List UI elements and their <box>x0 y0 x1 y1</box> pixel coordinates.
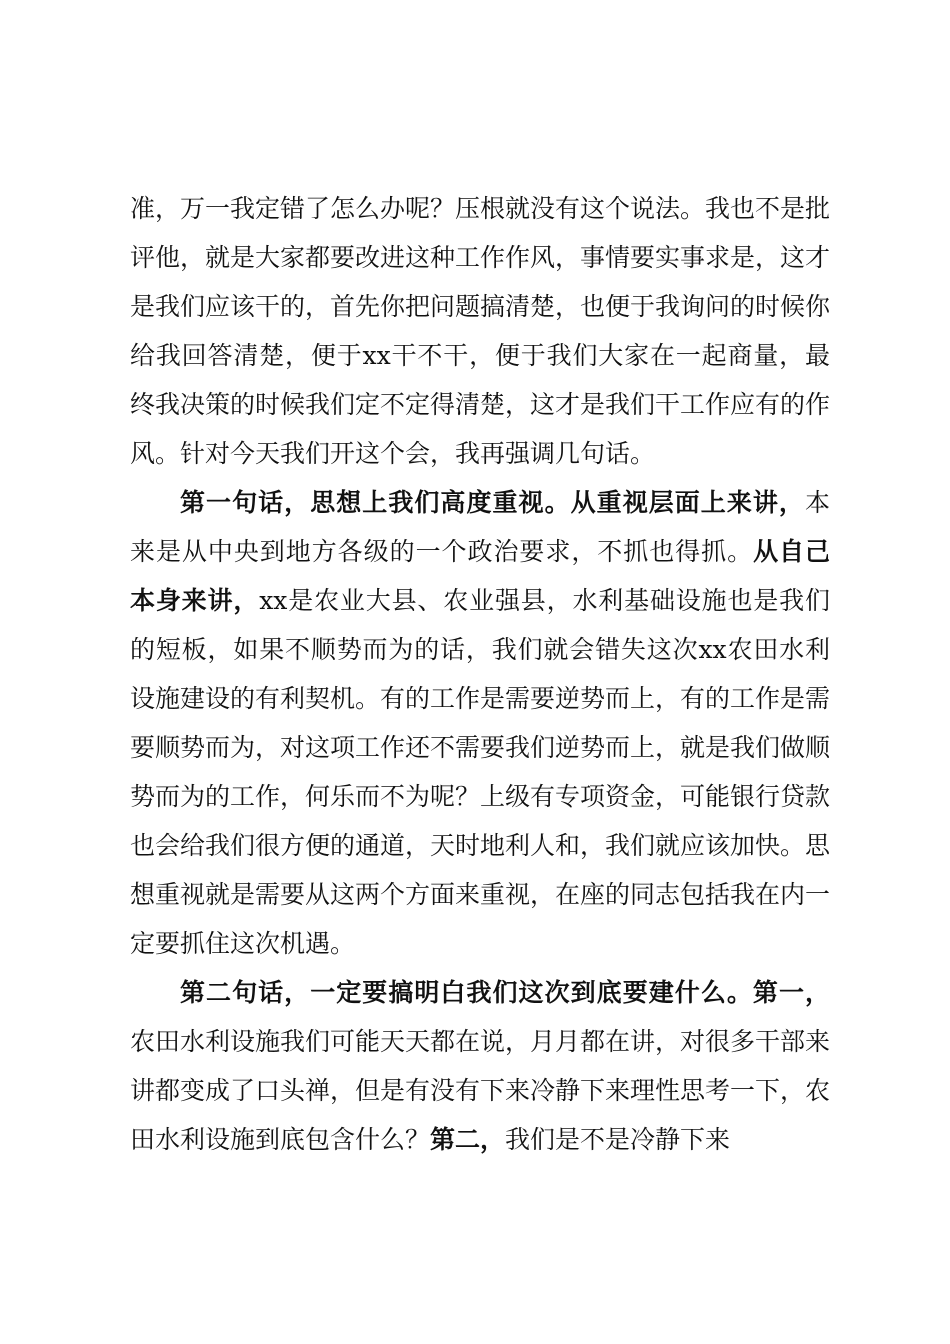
paragraph-1 <box>130 184 830 478</box>
paragraph-2-text: 本来是从中央到地方各级的一个政治要求，不抓也得抓。 <box>130 488 830 566</box>
paragraph-2-text-cont: xx是农业大县、农业强县，水利基础设施也是我们的短板，如果不顺势而为的话，我们就会错失这次xx农田水利设施建设的有利契机。有的工作是需要逆势而上，有的工作是需要顺势而为，对这项工作还不需要我们逆势而上，就是我们做顺势而为的工作，何乐而不为呢？上级有专项资金，可能银行贷款也会给我们很方便的通道，天时地利人和，我们就应该加快。思想重视就是需要从这两个方面来重视，在座的同志包括我在内一定要抓住这次机遇。 <box>130 586 831 958</box>
document-body <box>130 184 830 1164</box>
paragraph-2 <box>130 478 830 968</box>
paragraph-2-heading: 第一句话，思想上我们高度重视。从重视层面上来讲， <box>180 488 805 517</box>
paragraph-2-subheading: 从自己本身来讲， <box>130 537 830 615</box>
paragraph-3-text-cont: 我们是不是冷静下来 <box>505 1125 731 1154</box>
paragraph-3-heading: 第二句话，一定要搞明白我们这次到底要建什么。第一， <box>180 978 830 1007</box>
paragraph-1-text: 准，万一我定错了怎么办呢？压根就没有这个说法。我也不是批评他，就是大家都要改进这种工作作风，事情要实事求是，这才是我们应该干的，首先你把问题搞清楚，也便于我询问的时候你给我回答清楚，便于xx干不干，便于我们大家在一起商量，最终我决策的时候我们定不定得清楚，这才是我们干工作应有的作风。针对今天我们开这个会，我再强调几句话。 <box>130 194 831 468</box>
paragraph-3 <box>130 968 830 1164</box>
paragraph-3-subheading: 第二， <box>430 1125 506 1154</box>
paragraph-3-text: 农田水利设施我们可能天天都在说，月月都在讲，对很多干部来讲都变成了口头禅，但是有没有下来冷静下来理性思考一下，农田水利设施到底包含什么？ <box>130 1027 831 1154</box>
